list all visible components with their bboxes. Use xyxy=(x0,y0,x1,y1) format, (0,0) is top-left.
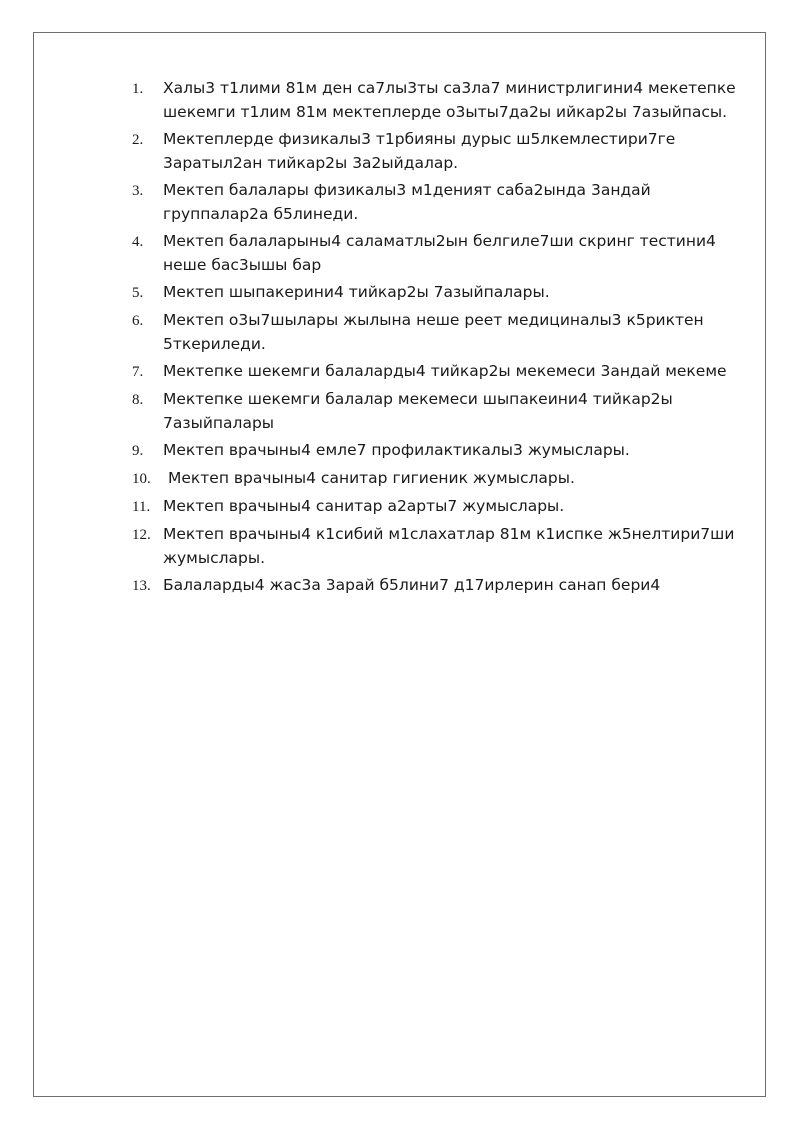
list-item xyxy=(132,522,752,570)
item-text: Мектеп балаларыны4 саламатлы2ын белгиле7ши скринг тестини4 неше бас3ышы бар xyxy=(163,232,716,274)
item-number: 2. xyxy=(132,132,144,148)
item-text: Мектепке шекемги балаларды4 тийкар2ы мекемеси 3андай мекеме xyxy=(163,362,727,380)
item-number: 6. xyxy=(132,313,144,329)
list-item xyxy=(132,229,752,277)
item-text: Балаларды4 жас3а 3арай б5лини7 д17ирлерин санап бери4 xyxy=(163,576,661,594)
item-number: 9. xyxy=(132,443,144,459)
item-text: Мектеп балалары физикалы3 м1дeният саба2ында 3андай группалар2а б5линеди. xyxy=(163,181,651,223)
list-item xyxy=(132,308,752,356)
item-text: Мектеп о3ы7шылары жылына неше реет медициналы3 к5риктен 5ткериледи. xyxy=(163,311,704,353)
item-number: 1. xyxy=(132,81,144,97)
item-text: Халы3 т1лими 81м ден са7лы3ты са3ла7 министрлигини4 мекетепке шекемги т1лим 81м мектеплерде о3ыты7да2ы ийкар2ы 7азыйпасы. xyxy=(163,79,736,121)
list-item xyxy=(132,494,752,519)
item-text: Мектеп шыпакерини4 тийкар2ы 7азыйпалары. xyxy=(163,283,550,301)
list-item xyxy=(132,280,752,305)
item-number: 4. xyxy=(132,234,144,250)
item-number: 7. xyxy=(132,364,144,380)
list-item xyxy=(132,76,752,124)
list-item xyxy=(132,466,752,491)
item-number: 3. xyxy=(132,183,144,199)
item-text: Мектеп врачыны4 санитар гигиеник жумыслары. xyxy=(168,469,575,487)
list-item xyxy=(132,573,752,598)
item-number: 12. xyxy=(132,527,151,543)
item-number: 10. xyxy=(132,471,151,487)
item-text: Мектепке шекемги балалар мекемеси шыпакеини4 тийкар2ы 7азыйпалары xyxy=(163,390,673,432)
item-number: 13. xyxy=(132,578,151,594)
item-text: Мектеп врачыны4 емле7 профилактикалы3 жумыслары. xyxy=(163,441,630,459)
list-item xyxy=(132,359,752,384)
item-number: 11. xyxy=(132,499,151,515)
item-text: Мектеп врачыны4 санитар а2арты7 жумыслары. xyxy=(163,497,565,515)
list-item xyxy=(132,438,752,463)
list-item xyxy=(132,178,752,226)
list-item xyxy=(132,387,752,435)
item-text: Мектеплерде физикалы3 т1рбияны дурыс ш5лкемлестири7ге 3аратыл2ан тийкар2ы 3а2ыйдалар. xyxy=(163,130,676,172)
item-number: 5. xyxy=(132,285,144,301)
item-number: 8. xyxy=(132,392,144,408)
item-text: Мектеп врачыны4 к1сибий м1слахатлар 81м к1испке ж5нелтири7ши жумыслары. xyxy=(163,525,735,567)
list-item xyxy=(132,127,752,175)
question-list xyxy=(132,76,752,601)
